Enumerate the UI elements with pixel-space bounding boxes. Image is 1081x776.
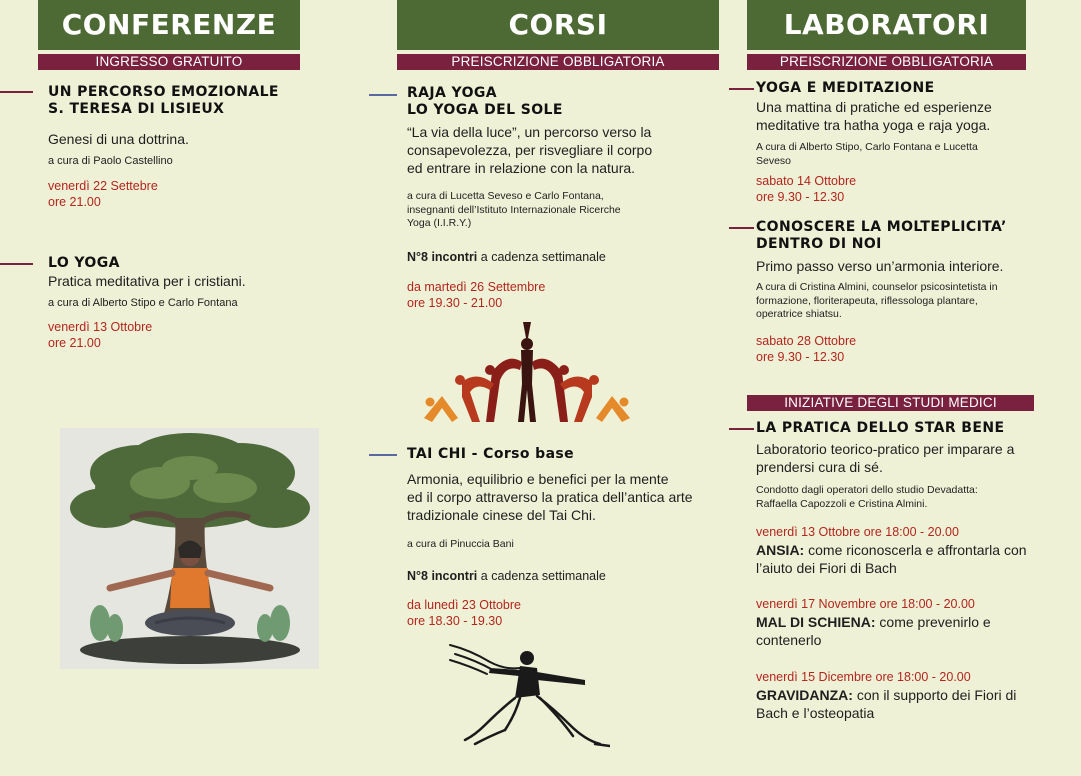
corsi-2-title: TAI CHI - Corso base: [407, 446, 575, 462]
corsi-2-date: da lunedì 23 Ottobre ore 18.30 - 19.30: [407, 598, 521, 628]
event-1-date: venerdì 13 Ottobre ore 18:00 - 20.00: [756, 525, 959, 539]
tai-chi-figure: [445, 640, 610, 752]
iniziative-desc: Laboratorio teorico-pratico per imparare a prendersi cura di sé.: [756, 441, 1015, 475]
iniziative-author: Condotto dagli operatori dello studio Devadatta: Raffaella Capozzoli e Cristina Almini.: [756, 484, 978, 510]
corsi-header: CORSI: [397, 0, 719, 50]
corsi-2-desc: Armonia, equilibrio e benefici per la mente ed il corpo attraverso la pratica dell’antica arte tradizionale cinese del Tai Chi.: [407, 471, 693, 523]
corsi-1-date: da martedì 26 Settembre ore 19.30 - 21.00: [407, 280, 546, 310]
item-rule: [369, 454, 397, 456]
event-3-desc: GRAVIDANZA: con il supporto dei Fiori di Bach e l’osteopatia: [756, 687, 1017, 721]
corsi-2-meetings: N°8 incontri a cadenza settimanale: [407, 569, 606, 583]
lab-1-desc: Una mattina di pratiche ed esperienze meditative tra hatha yoga e raja yoga.: [756, 99, 992, 133]
conf-1-desc: Genesi di una dottrina.: [48, 131, 189, 147]
conf-2-desc: Pratica meditativa per i cristiani.: [48, 273, 246, 289]
item-rule: [0, 263, 33, 265]
corsi-1-author: a cura di Lucetta Seveso e Carlo Fontana, insegnanti dell’Istituto Internazionale Ricerche Yoga (I.I.R.Y.): [407, 190, 621, 229]
corsi-2-author: a cura di Pinuccia Bani: [407, 538, 514, 550]
item-rule: [729, 227, 754, 229]
item-rule: [0, 91, 33, 93]
conferenze-header: CONFERENZE: [38, 0, 300, 50]
iniziative-subheader: INIZIATIVE DEGLI STUDI MEDICI: [747, 395, 1034, 411]
iniziative-title: LA PRATICA DELLO STAR BENE: [756, 420, 1005, 436]
item-rule: [729, 88, 754, 90]
tree-meditation-illustration: [60, 428, 319, 669]
tree-meditation-icon: [60, 428, 319, 669]
event-2-desc: MAL DI SCHIENA: come prevenirlo e contenerlo: [756, 614, 991, 648]
conf-2-author: a cura di Alberto Stipo e Carlo Fontana: [48, 297, 238, 309]
item-rule: [369, 94, 397, 96]
laboratori-header: LABORATORI: [747, 0, 1026, 50]
corsi-1-title: RAJA YOGA LO YOGA DEL SOLE: [407, 85, 563, 118]
lab-1-author: A cura di Alberto Stipo, Carlo Fontana e Lucetta Seveso: [756, 141, 978, 167]
conf-1-title: UN PERCORSO EMOZIONALE S. TERESA DI LISIEUX: [48, 84, 279, 117]
lab-1-title: YOGA E MEDITAZIONE: [756, 80, 935, 96]
event-1-desc: ANSIA: come riconoscerla e affrontarla con l’aiuto dei Fiori di Bach: [756, 542, 1027, 576]
lab-2-desc: Primo passo verso un’armonia interiore.: [756, 258, 1004, 274]
conf-2-date: venerdì 13 Ottobre ore 21.00: [48, 320, 153, 350]
lab-2-date: sabato 28 Ottobre ore 9.30 - 12.30: [756, 334, 857, 364]
item-rule: [729, 428, 754, 430]
yoga-poses-silhouettes: [422, 322, 632, 430]
conferenze-subheader: INGRESSO GRATUITO: [38, 54, 300, 70]
lab-2-title: CONOSCERE LA MOLTEPLICITA’ DENTRO DI NOI: [756, 219, 1007, 252]
lab-1-date: sabato 14 Ottobre ore 9.30 - 12.30: [756, 174, 857, 204]
corsi-subheader: PREISCRIZIONE OBBLIGATORIA: [397, 54, 719, 70]
event-3-date: venerdì 15 Dicembre ore 18:00 - 20.00: [756, 670, 971, 684]
conf-1-date: venerdì 22 Settebre ore 21.00: [48, 179, 158, 209]
corsi-1-desc: “La via della luce”, un percorso verso la consapevolezza, per risvegliare il corpo ed entrare in relazione con la natura.: [407, 124, 653, 176]
conf-1-author: a cura di Paolo Castellino: [48, 155, 173, 167]
tai-chi-icon: [445, 640, 610, 752]
conf-2-title: LO YOGA: [48, 255, 120, 271]
event-2-date: venerdì 17 Novembre ore 18:00 - 20.00: [756, 597, 975, 611]
yoga-poses-icon: [422, 322, 632, 430]
corsi-1-meetings: N°8 incontri a cadenza settimanale: [407, 250, 606, 264]
laboratori-subheader: PREISCRIZIONE OBBLIGATORIA: [747, 54, 1026, 70]
lab-2-author: A cura di Cristina Almini, counselor psicosintetista in formazione, floriterapeuta, riflessologa plantare, operatrice shiatsu.: [756, 281, 998, 320]
